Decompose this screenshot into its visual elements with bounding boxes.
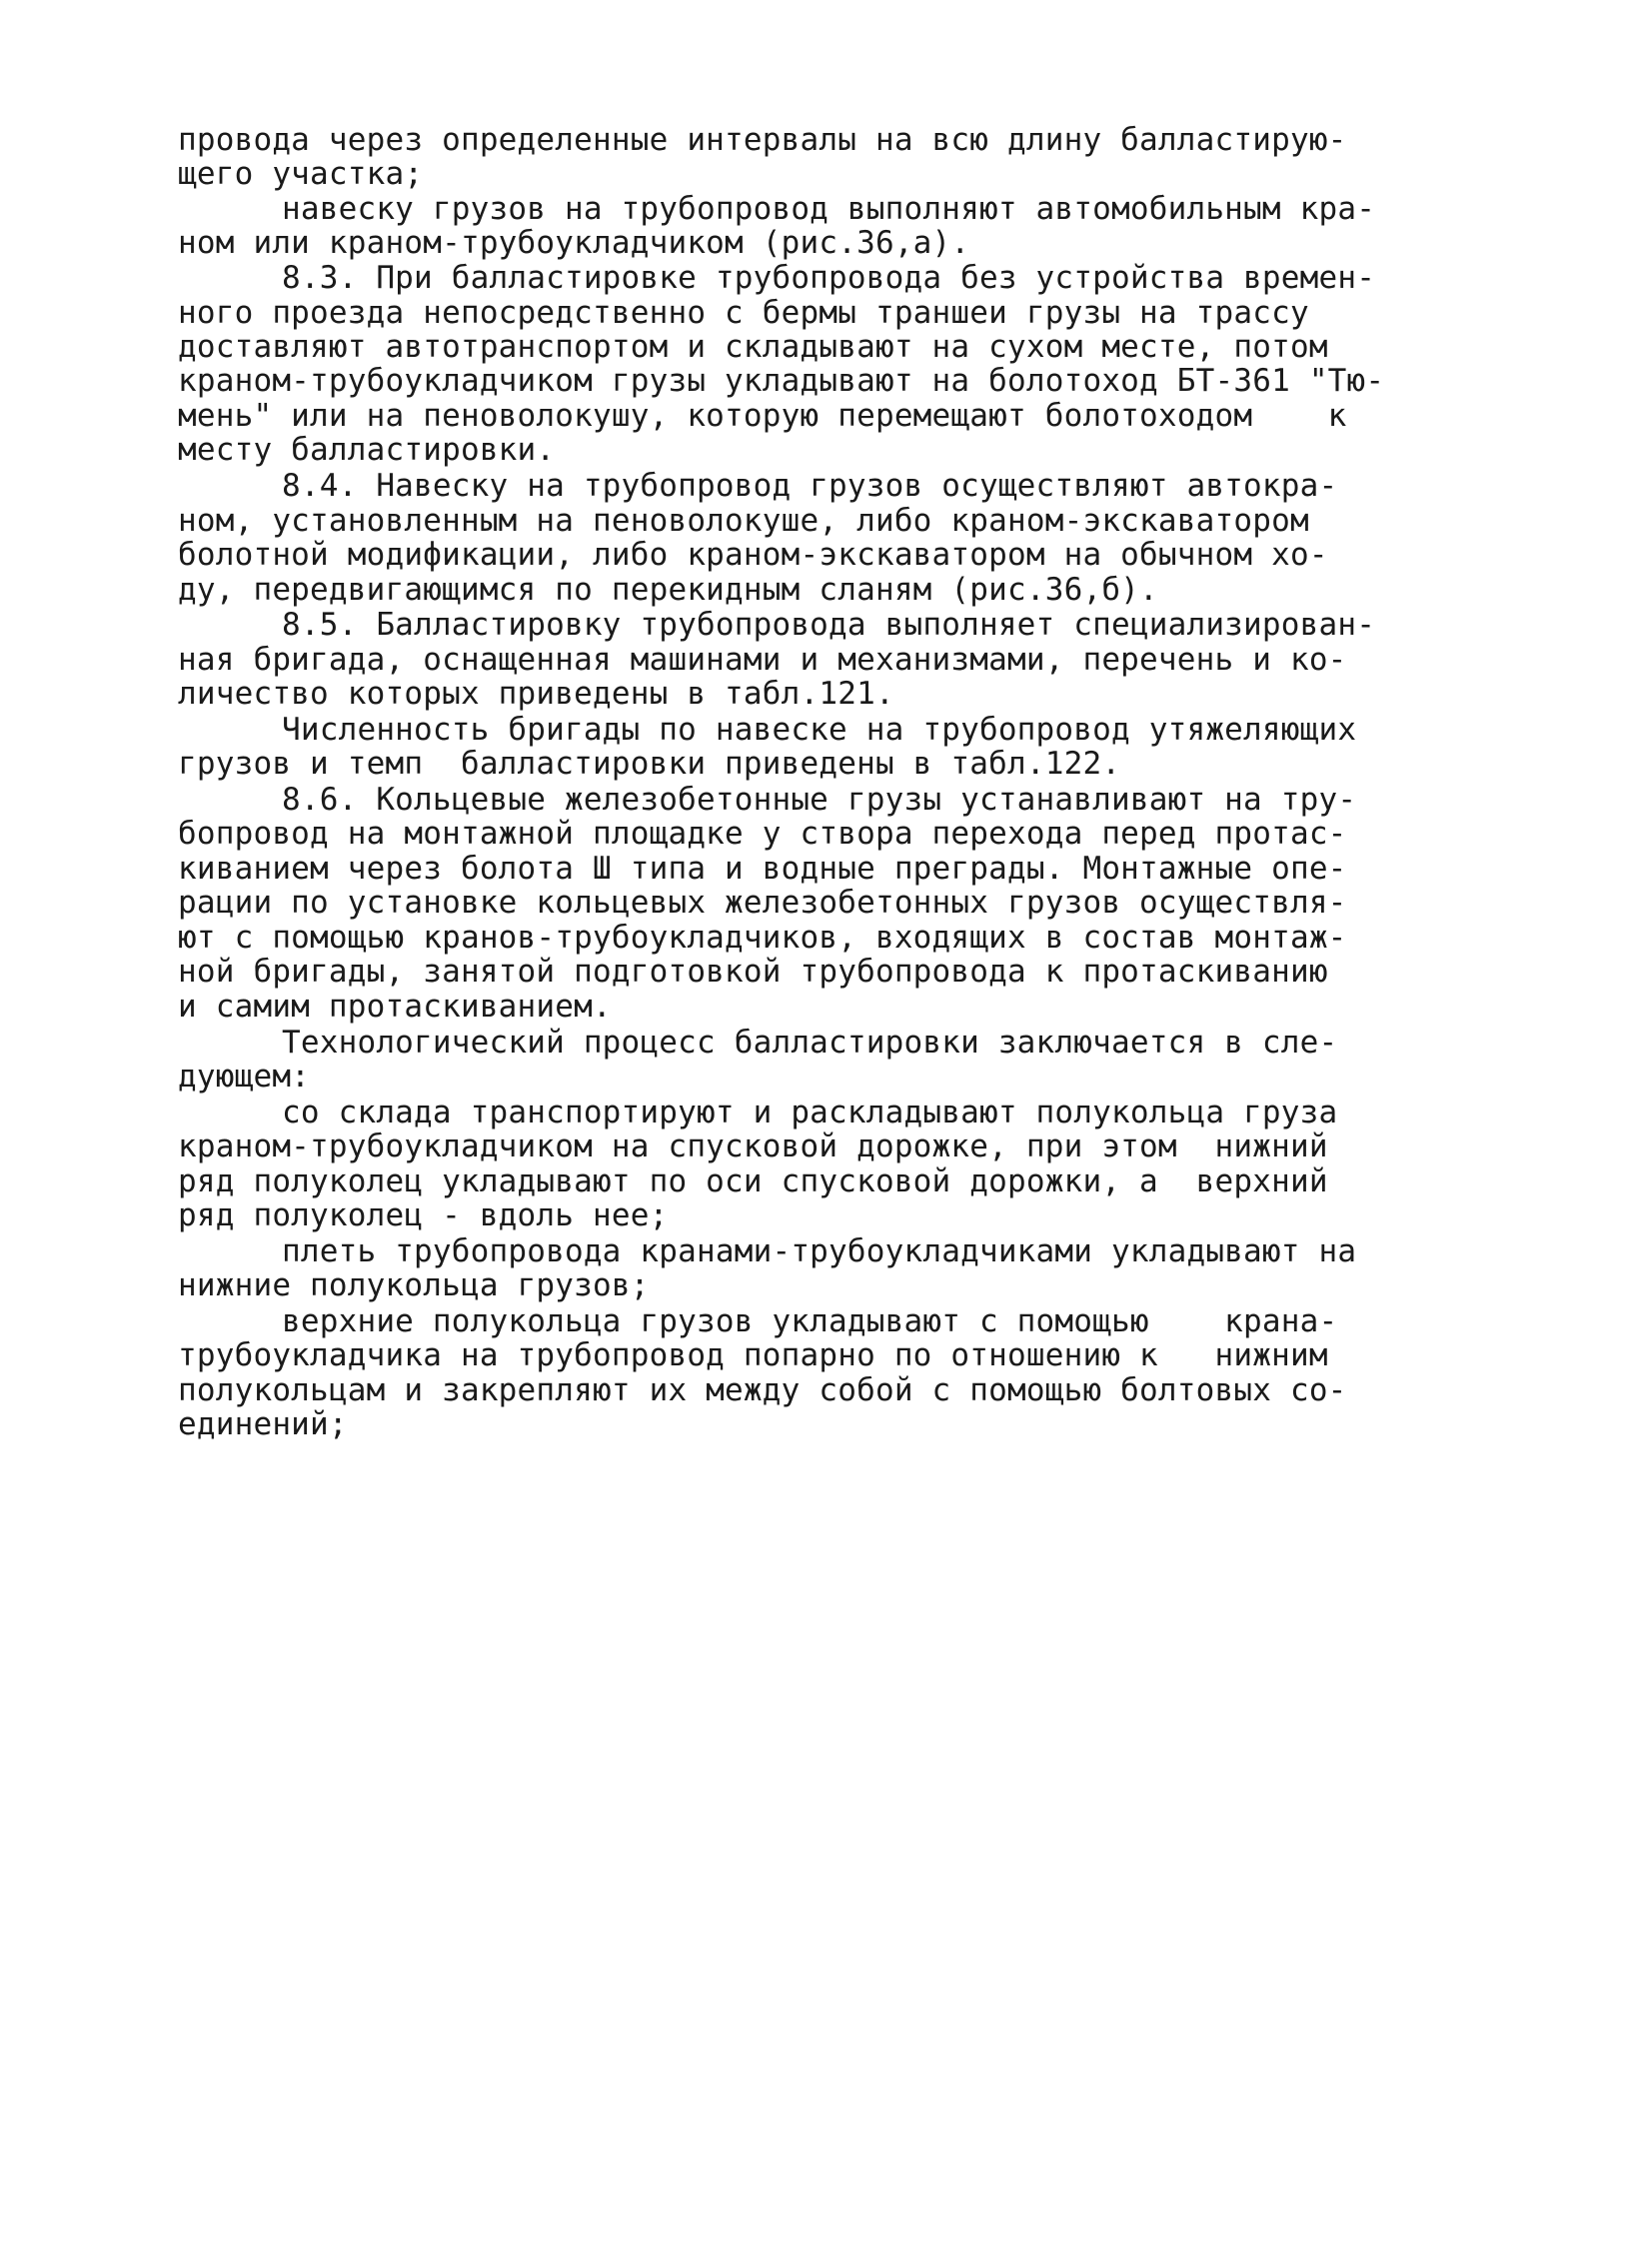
text-line: ют с помощью кранов-трубоукладчиков, входящих в состав монтаж- xyxy=(178,920,1347,956)
text-line: краном-трубоукладчиком грузы укладывают на болотоход БТ-361 "Тю- xyxy=(178,363,1385,399)
text-line: плеть трубопровода кранами-трубоукладчиками укладывают на xyxy=(282,1233,1357,1269)
text-line: ном, установленным на пеноволокуше, либо краном-экскаватором xyxy=(178,503,1309,539)
text-line: краном-трубоукладчиком на спусковой дорожке, при этом нижний xyxy=(178,1128,1328,1164)
text-line: ду, передвигающимся по перекидным сланям (рис.36,б). xyxy=(178,572,1158,608)
text-line: мень" или на пеноволокушу, которую перемещают болотоходом к xyxy=(178,398,1347,434)
text-line: ряд полуколец укладывают по оси спусковой дорожки, а верхний xyxy=(178,1163,1328,1199)
text-line: верхние полукольца грузов укладывают с помощью крана- xyxy=(282,1303,1338,1339)
text-line: ной бригады, занятой подготовкой трубопровода к протаскиванию xyxy=(178,954,1328,990)
text-line: ного проезда непосредственно с бермы траншеи грузы на трассу xyxy=(178,295,1309,331)
text-line: единений; xyxy=(178,1406,348,1442)
text-line: нижние полукольца грузов; xyxy=(178,1267,650,1303)
text-line: щего участка; xyxy=(178,156,424,192)
text-line: киванием через болота Ш типа и водные преграды. Монтажные опе- xyxy=(178,851,1347,887)
text-line: 8.4. Навеску на трубопровод грузов осуществляют автокра- xyxy=(282,468,1338,504)
text-line: провода через определенные интервалы на всю длину балластирую- xyxy=(178,122,1347,158)
text-line: дующем: xyxy=(178,1059,311,1095)
text-line: трубоукладчика на трубопровод попарно по отношению к нижним xyxy=(178,1337,1328,1373)
text-line: 8.3. При балластировке трубопровода без устройства времен- xyxy=(282,260,1376,296)
text-line: полукольцам и закрепляют их между собой с помощью болтовых со- xyxy=(178,1372,1347,1408)
text-line: доставляют автотранспортом и складывают на сухом месте, потом xyxy=(178,329,1328,365)
text-line: со склада транспортируют и раскладывают полукольца груза xyxy=(282,1095,1338,1130)
text-line: ряд полуколец - вдоль нее; xyxy=(178,1197,669,1233)
text-line: Численность бригады по навеске на трубопровод утяжеляющих xyxy=(282,712,1357,748)
text-line: личество которых приведены в табл.121. xyxy=(178,676,894,712)
text-line: и самим протаскиванием. xyxy=(178,989,612,1025)
text-line: грузов и темп балластировки приведены в табл.122. xyxy=(178,746,1121,782)
text-line: ная бригада, оснащенная машинами и механизмами, перечень и ко- xyxy=(178,642,1347,678)
text-line: 8.6. Кольцевые железобетонные грузы устанавливают на тру- xyxy=(282,782,1357,818)
text-line: Технологический процесс балластировки заключается в сле- xyxy=(282,1025,1338,1061)
text-line: бопровод на монтажной площадке у створа перехода перед протас- xyxy=(178,816,1347,852)
text-line: месту балластировки. xyxy=(178,432,556,468)
text-line: навеску грузов на трубопровод выполняют автомобильным кра- xyxy=(282,191,1376,227)
text-line: ном или краном-трубоукладчиком (рис.36,а). xyxy=(178,225,970,261)
text-line: 8.5. Балластировку трубопровода выполняет специализирован- xyxy=(282,607,1376,643)
text-line: рации по установке кольцевых железобетонных грузов осуществля- xyxy=(178,885,1347,921)
text-line: болотной модификации, либо краном-экскаватором на обычном хо- xyxy=(178,537,1328,573)
